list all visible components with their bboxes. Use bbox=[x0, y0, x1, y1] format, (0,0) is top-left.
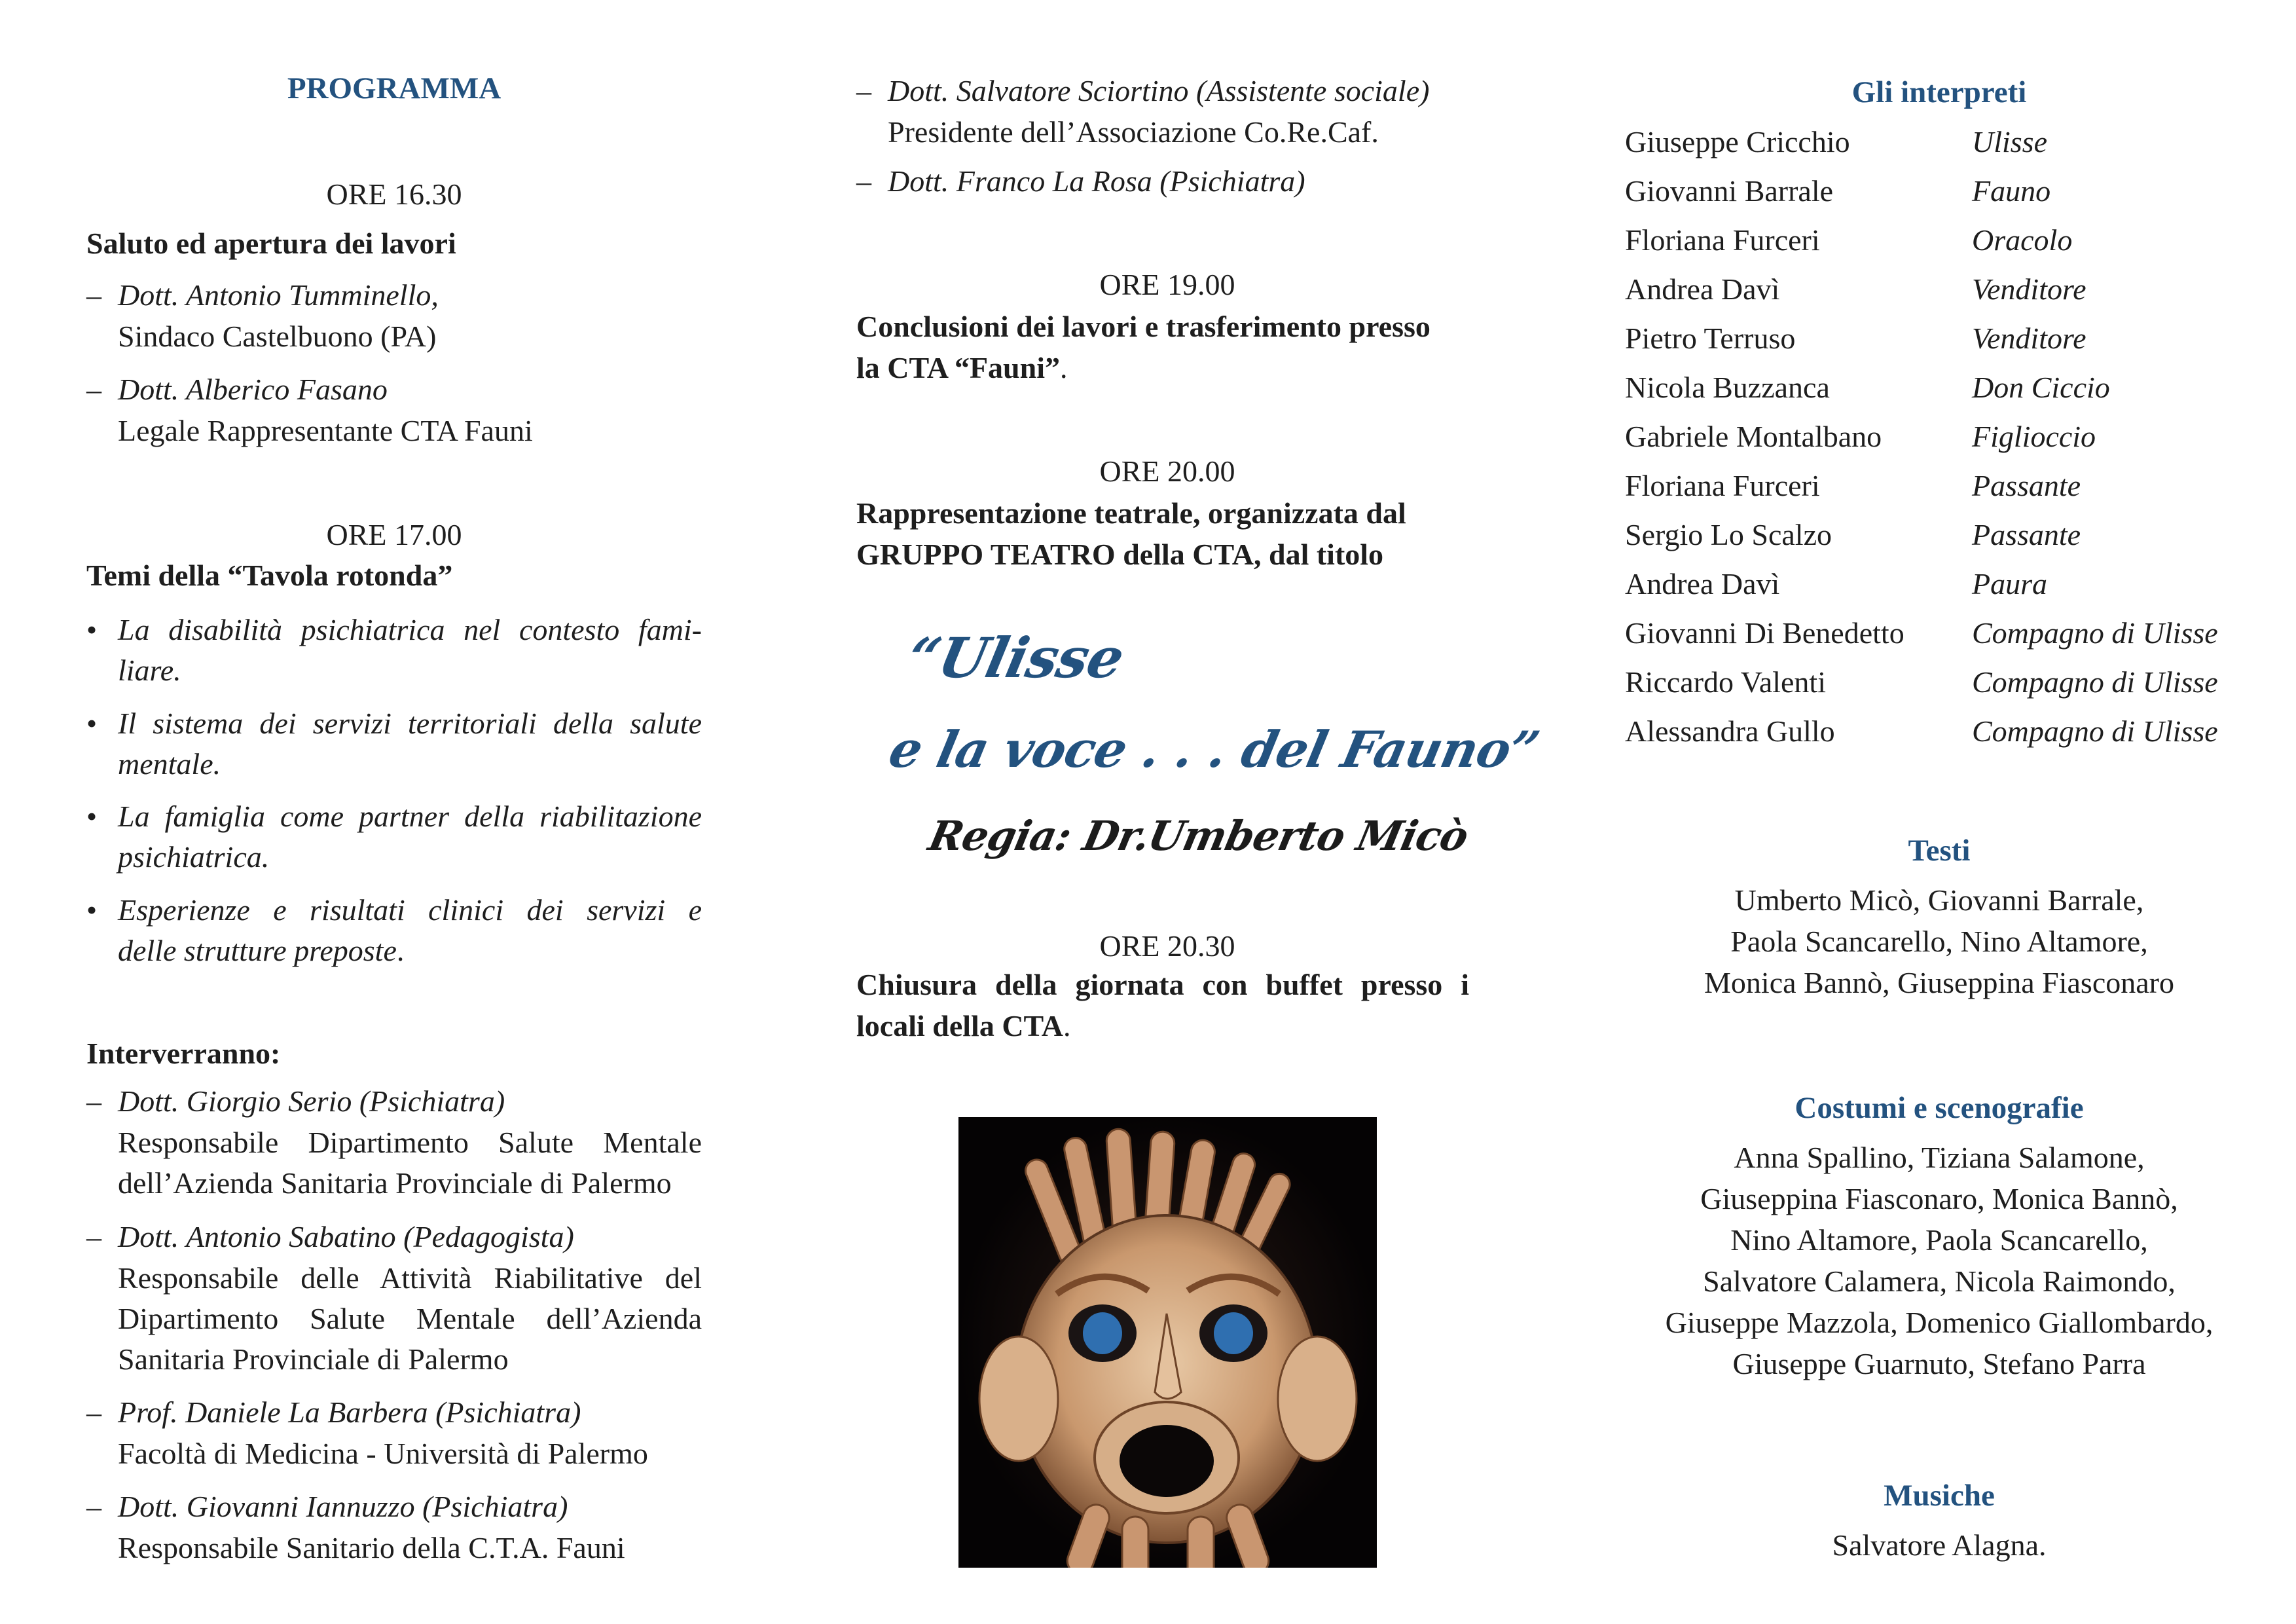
play-title-line-2: e la voce . . . del Fauno” bbox=[884, 720, 1544, 779]
costumi-line-1: Anna Spallino, Tiziana Salamone, bbox=[1734, 1141, 2145, 1174]
theatre-mask-image bbox=[958, 1117, 1377, 1568]
rappresentazione-1: Rappresentazione teatrale, organizzata dal bbox=[856, 496, 1406, 530]
costumi-line-4: Salvatore Calamera, Nicola Raimondo, bbox=[1703, 1264, 2176, 1298]
conclusioni-1: Conclusioni dei lavori e trasferimento presso bbox=[856, 310, 1430, 343]
time-1900: ORE 19.00 bbox=[1099, 268, 1235, 301]
costumi-line-3: Nino Altamore, Paola Scancarello, bbox=[1730, 1223, 2148, 1257]
testi-heading: Testi bbox=[1908, 834, 1971, 868]
musiche-line-1: Salvatore Alagna. bbox=[1832, 1528, 2047, 1562]
play-title-line-1: “Ulisse bbox=[902, 625, 1129, 690]
bullet-1-cont: liare. bbox=[118, 654, 181, 687]
speaker-fasano-role: Legale Rappresentante CTA Fauni bbox=[118, 414, 533, 447]
bullet-4-cont: delle strutture preposte. bbox=[118, 934, 405, 967]
speaker-tumminello-role: Sindaco Castelbuono (PA) bbox=[118, 320, 437, 353]
time-2030: ORE 20.30 bbox=[1099, 929, 1235, 963]
speaker-sciortino-role: Presidente dell’Associazione Co.Re.Caf. bbox=[888, 115, 1379, 149]
speaker-sabatino-role-1: Responsabile delle Attività Riabilitative del bbox=[118, 1261, 702, 1295]
speaker-serio-role-2: dell’Azienda Sanitaria Provinciale di Palermo bbox=[118, 1166, 672, 1200]
speaker-labarbera-role: Facoltà di Medicina - Università di Palermo bbox=[118, 1437, 648, 1470]
chiusura-2: locali della CTA. bbox=[856, 1009, 1071, 1043]
conclusioni-2: la CTA “Fauni”. bbox=[856, 351, 1068, 384]
saluto-title: Saluto ed apertura dei lavori bbox=[86, 227, 456, 260]
testi-line-2: Paola Scancarello, Nino Altamore, bbox=[1730, 925, 2148, 958]
interverranno-title: Interverranno: bbox=[86, 1037, 281, 1070]
time-1700: ORE 17.00 bbox=[326, 518, 462, 551]
rappresentazione-2: GRUPPO TEATRO della CTA, dal titolo bbox=[856, 538, 1384, 571]
mask-illustration bbox=[958, 1117, 1377, 1568]
costumi-heading: Costumi e scenografie bbox=[1795, 1091, 2084, 1125]
temi-title: Temi della “Tavola rotonda” bbox=[86, 559, 453, 592]
speaker-sabatino-role-2: Dipartimento Salute Mentale dell’Azienda bbox=[118, 1302, 702, 1335]
speaker-serio-role-1: Responsabile Dipartimento Salute Mentale bbox=[118, 1126, 702, 1159]
interpreti-heading: Gli interpreti bbox=[1851, 75, 2027, 109]
speaker-iannuzzo-role: Responsabile Sanitario della C.T.A. Fauni bbox=[118, 1531, 625, 1564]
time-2000: ORE 20.00 bbox=[1099, 454, 1235, 488]
regia-line: Regia: Dr.Umberto Micò bbox=[924, 812, 1472, 860]
time-1630: ORE 16.30 bbox=[326, 177, 462, 211]
speaker-sabatino-role-3: Sanitaria Provinciale di Palermo bbox=[118, 1342, 509, 1376]
testi-line-1: Umberto Micò, Giovanni Barrale, bbox=[1734, 883, 2144, 917]
bullet-2-cont: mentale. bbox=[118, 747, 221, 781]
chiusura-1: Chiusura della giornata con buffet presso i bbox=[856, 968, 1469, 1001]
bullet-3-cont: psichiatrica. bbox=[118, 840, 270, 874]
programma-heading: PROGRAMMA bbox=[287, 71, 501, 105]
costumi-line-6: Giuseppe Guarnuto, Stefano Parra bbox=[1732, 1347, 2146, 1380]
costumi-line-5: Giuseppe Mazzola, Domenico Giallombardo, bbox=[1665, 1306, 2214, 1339]
costumi-line-2: Giuseppina Fiasconaro, Monica Bannò, bbox=[1700, 1182, 2178, 1215]
testi-line-3: Monica Bannò, Giuseppina Fiasconaro bbox=[1704, 966, 2174, 999]
musiche-heading: Musiche bbox=[1884, 1479, 1995, 1513]
